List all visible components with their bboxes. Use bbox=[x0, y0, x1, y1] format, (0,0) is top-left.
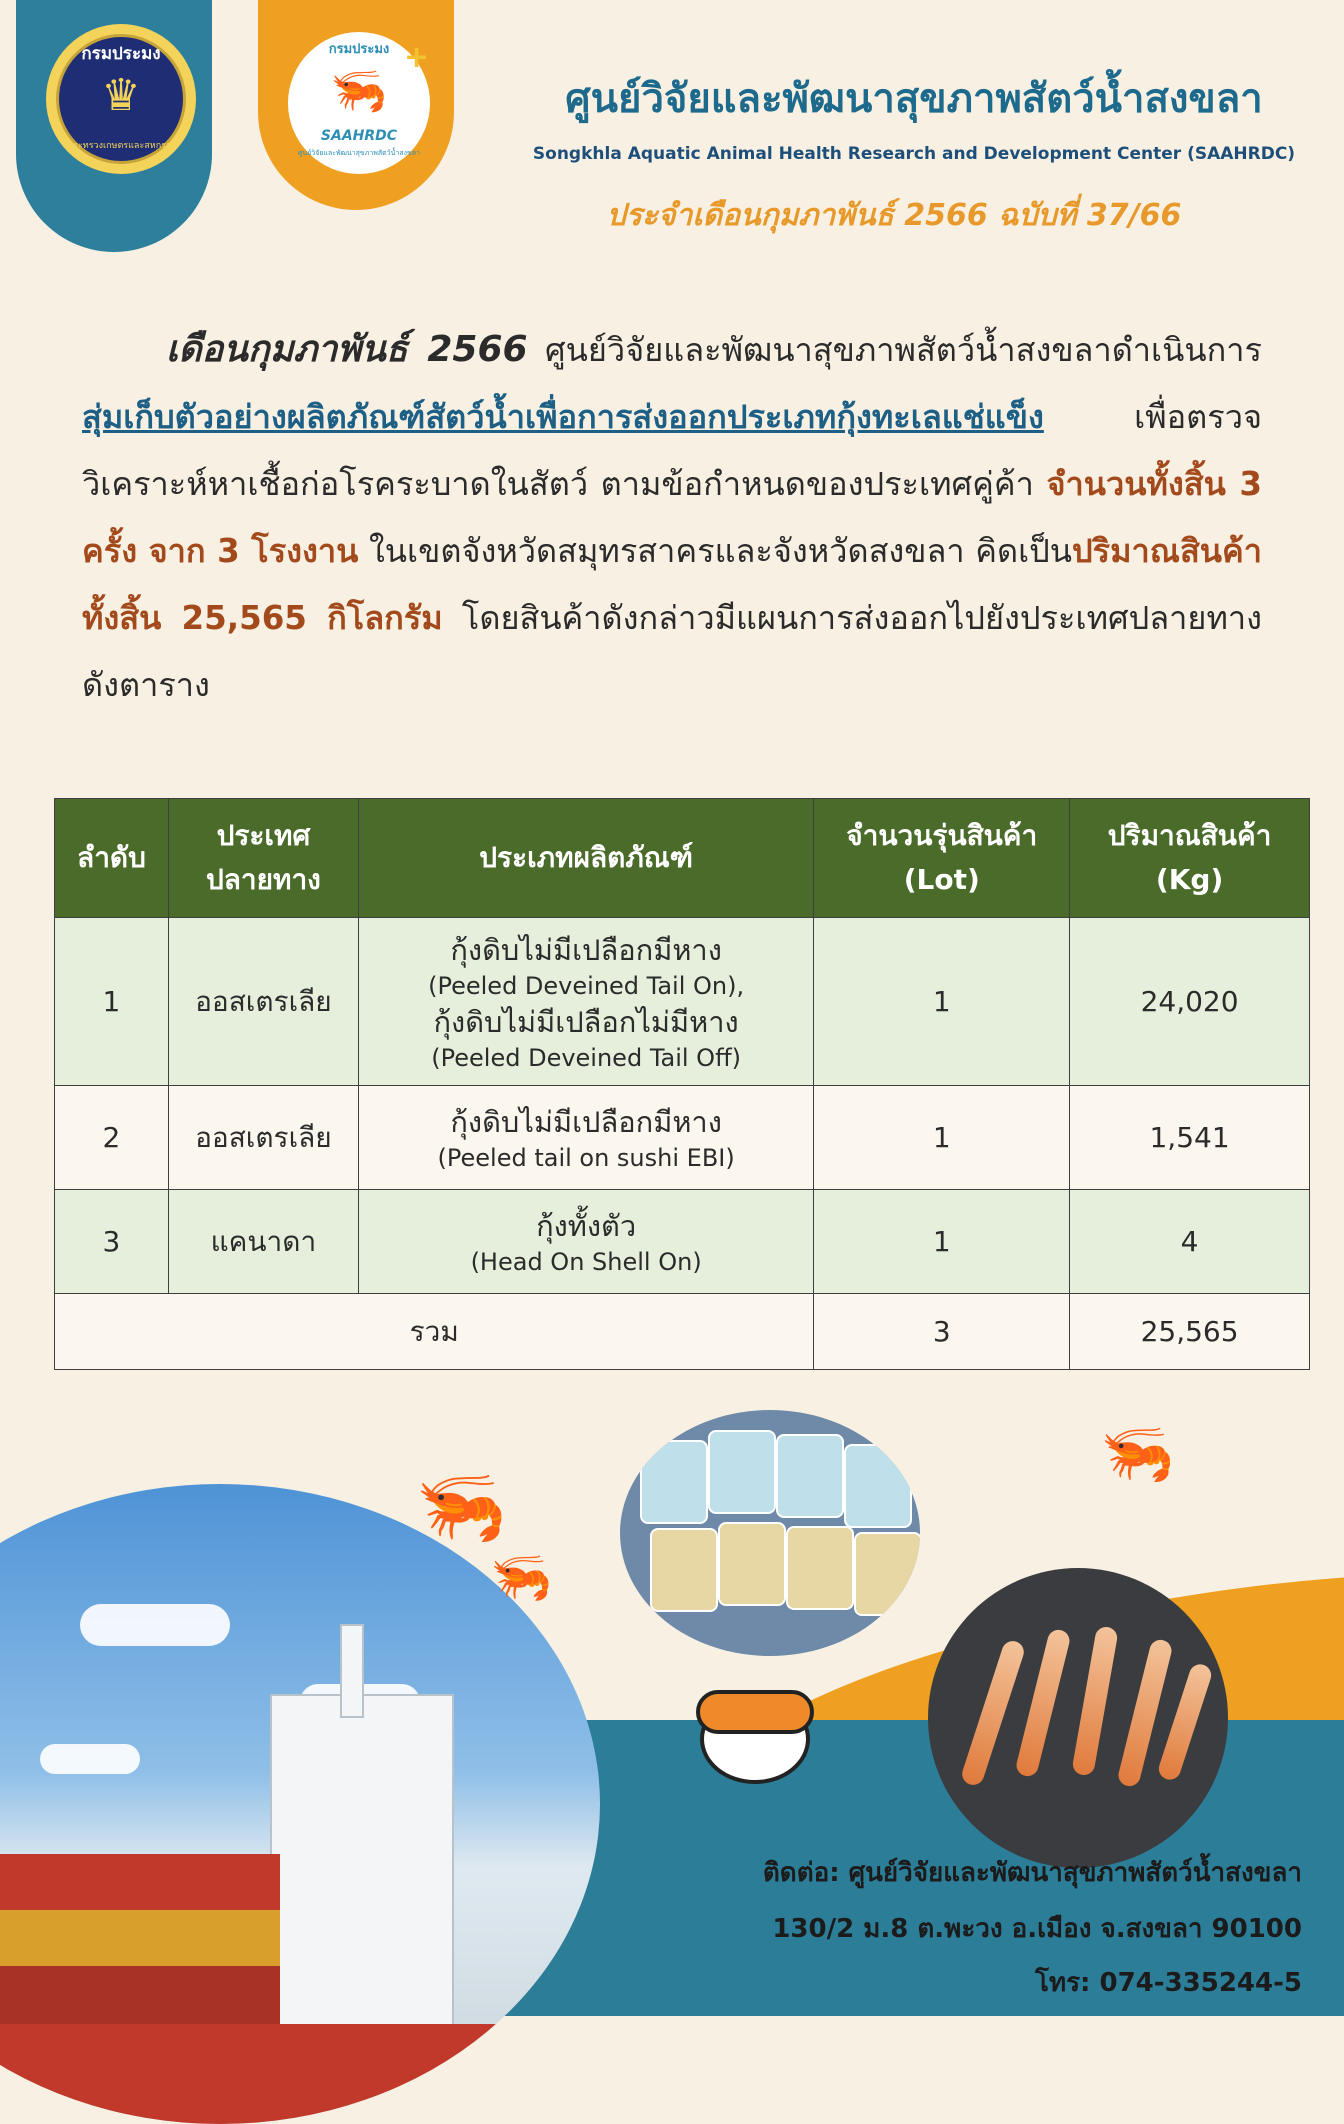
shrimp-icon: 🦐 bbox=[415, 1464, 508, 1550]
table-total-row bbox=[55, 1294, 1310, 1370]
cloud-decor bbox=[80, 1604, 230, 1646]
row-qty: 24,020 bbox=[1070, 918, 1310, 1086]
row-no: 2 bbox=[55, 1086, 169, 1190]
paragraph-text-1: ศูนย์วิจัยและพัฒนาสุขภาพสัตว์น้ำสงขลาดำเนินการ bbox=[527, 331, 1262, 369]
header-lots: จำนวนรุ่นสินค้า (Lot) bbox=[814, 799, 1070, 918]
table-row bbox=[55, 1190, 1310, 1294]
export-table bbox=[54, 798, 1310, 1370]
paragraph-lead: เดือนกุมภาพันธ์ 2566 bbox=[166, 329, 528, 370]
contact-line-1: ติดต่อ: ศูนย์วิจัยและพัฒนาสุขภาพสัตว์น้ำสงขลา bbox=[762, 1858, 1302, 1888]
ship-hull bbox=[0, 2024, 520, 2124]
row-product: กุ้งดิบไม่มีเปลือกมีหาง (Peeled Deveined Tail On), กุ้งดิบไม่มีเปลือกไม่มีหาง (Peeled Deveined Tail Off) bbox=[358, 918, 814, 1086]
paragraph-text-4: โดยสินค้าดังกล่าวมีแผนการส่งออกไปยังประเทศปลายทางดังตาราง bbox=[82, 599, 1263, 704]
issue-line: ประจำเดือนกุมภาพันธ์ 2566 ฉบับที่ 37/66 bbox=[606, 198, 1182, 233]
total-qty: 25,565 bbox=[1070, 1294, 1310, 1370]
sushi-topping bbox=[696, 1690, 814, 1734]
row-product: กุ้งดิบไม่มีเปลือกมีหาง (Peeled tail on sushi EBI) bbox=[358, 1086, 814, 1190]
seal-text-bottom: กระทรวงเกษตรและสหกรณ์ bbox=[67, 141, 175, 151]
paragraph-link: สุ่มเก็บตัวอย่างผลิตภัณฑ์สัตว์น้ำเพื่อการส่งออกประเภทกุ้งทะเลแช่แข็ง bbox=[82, 398, 1044, 436]
header-no: ลำดับ bbox=[55, 799, 169, 918]
total-label: รวม bbox=[55, 1294, 814, 1370]
row-lots: 1 bbox=[814, 1086, 1070, 1190]
peeled-shrimp-photo bbox=[928, 1568, 1228, 1868]
row-country: ออสเตรเลีย bbox=[168, 1086, 358, 1190]
plus-icon: + bbox=[404, 40, 430, 75]
saahrdc-logo-name: SAAHRDC bbox=[320, 128, 398, 144]
paragraph-text-3: ในเขตจังหวัดสมุทรสาครและจังหวัดสงขลา คิดเป็น bbox=[358, 532, 1073, 570]
summary-paragraph bbox=[82, 316, 1262, 719]
contact-phone: โทร: 074-335244-5 bbox=[1034, 1968, 1302, 1998]
saahrdc-logo-sub: ศูนย์วิจัยและพัฒนาสุขภาพสัตว์น้ำสงขลา bbox=[297, 149, 421, 157]
header-qty: ปริมาณสินค้า (Kg) bbox=[1070, 799, 1310, 918]
row-product: กุ้งทั้งตัว (Head On Shell On) bbox=[358, 1190, 814, 1294]
contact-address: 130/2 ม.8 ต.พะวง อ.เมือง จ.สงขลา 90100 bbox=[772, 1914, 1302, 1944]
shrimp-icon: 🦐 bbox=[330, 63, 388, 117]
seal-text-top: กรมประมง bbox=[81, 44, 161, 64]
cloud-decor bbox=[40, 1744, 140, 1774]
ship-superstructure bbox=[270, 1694, 454, 2028]
row-no: 3 bbox=[55, 1190, 169, 1294]
emblem-icon: ♛ bbox=[101, 70, 141, 121]
row-lots: 1 bbox=[814, 1190, 1070, 1294]
paragraph-highlight-1: จำนวนทั้งสิ้น 3 ครั้ง จาก 3 โรงงาน bbox=[82, 465, 1262, 570]
row-lots: 1 bbox=[814, 918, 1070, 1086]
shrimp-sushi-icon: 🦐 bbox=[1100, 1419, 1175, 1489]
saahrdc-logo-top-text: กรมประมง bbox=[328, 42, 390, 57]
ship-mast bbox=[340, 1624, 364, 1718]
header-product: ประเภทผลิตภัณฑ์ bbox=[358, 799, 814, 918]
row-no: 1 bbox=[55, 918, 169, 1086]
row-qty: 4 bbox=[1070, 1190, 1310, 1294]
shrimp-icon: 🦐 bbox=[490, 1548, 553, 1606]
table-row bbox=[55, 1086, 1310, 1190]
paragraph-text-2: เพื่อตรวจวิเคราะห์หาเชื้อก่อโรคระบาดในสัตว์ ตามข้อกำหนดของประเทศคู่ค้า bbox=[82, 398, 1262, 503]
center-title-thai: ศูนย์วิจัยและพัฒนาสุขภาพสัตว์น้ำสงขลา bbox=[565, 76, 1263, 122]
header-country: ประเทศ ปลายทาง bbox=[168, 799, 358, 918]
total-lots: 3 bbox=[814, 1294, 1070, 1370]
frozen-shrimp-package-photo bbox=[620, 1410, 920, 1656]
row-country: แคนาดา bbox=[168, 1190, 358, 1294]
table-header-row bbox=[55, 799, 1310, 918]
row-country: ออสเตรเลีย bbox=[168, 918, 358, 1086]
shipping-containers bbox=[0, 1854, 280, 2024]
center-title-english: Songkhla Aquatic Animal Health Research and Development Center (SAAHRDC) bbox=[532, 144, 1296, 164]
row-qty: 1,541 bbox=[1070, 1086, 1310, 1190]
paragraph-highlight-2: ปริมาณสินค้าทั้งสิ้น 25,565 กิโลกรัม bbox=[82, 532, 1262, 637]
table-row bbox=[55, 918, 1310, 1086]
